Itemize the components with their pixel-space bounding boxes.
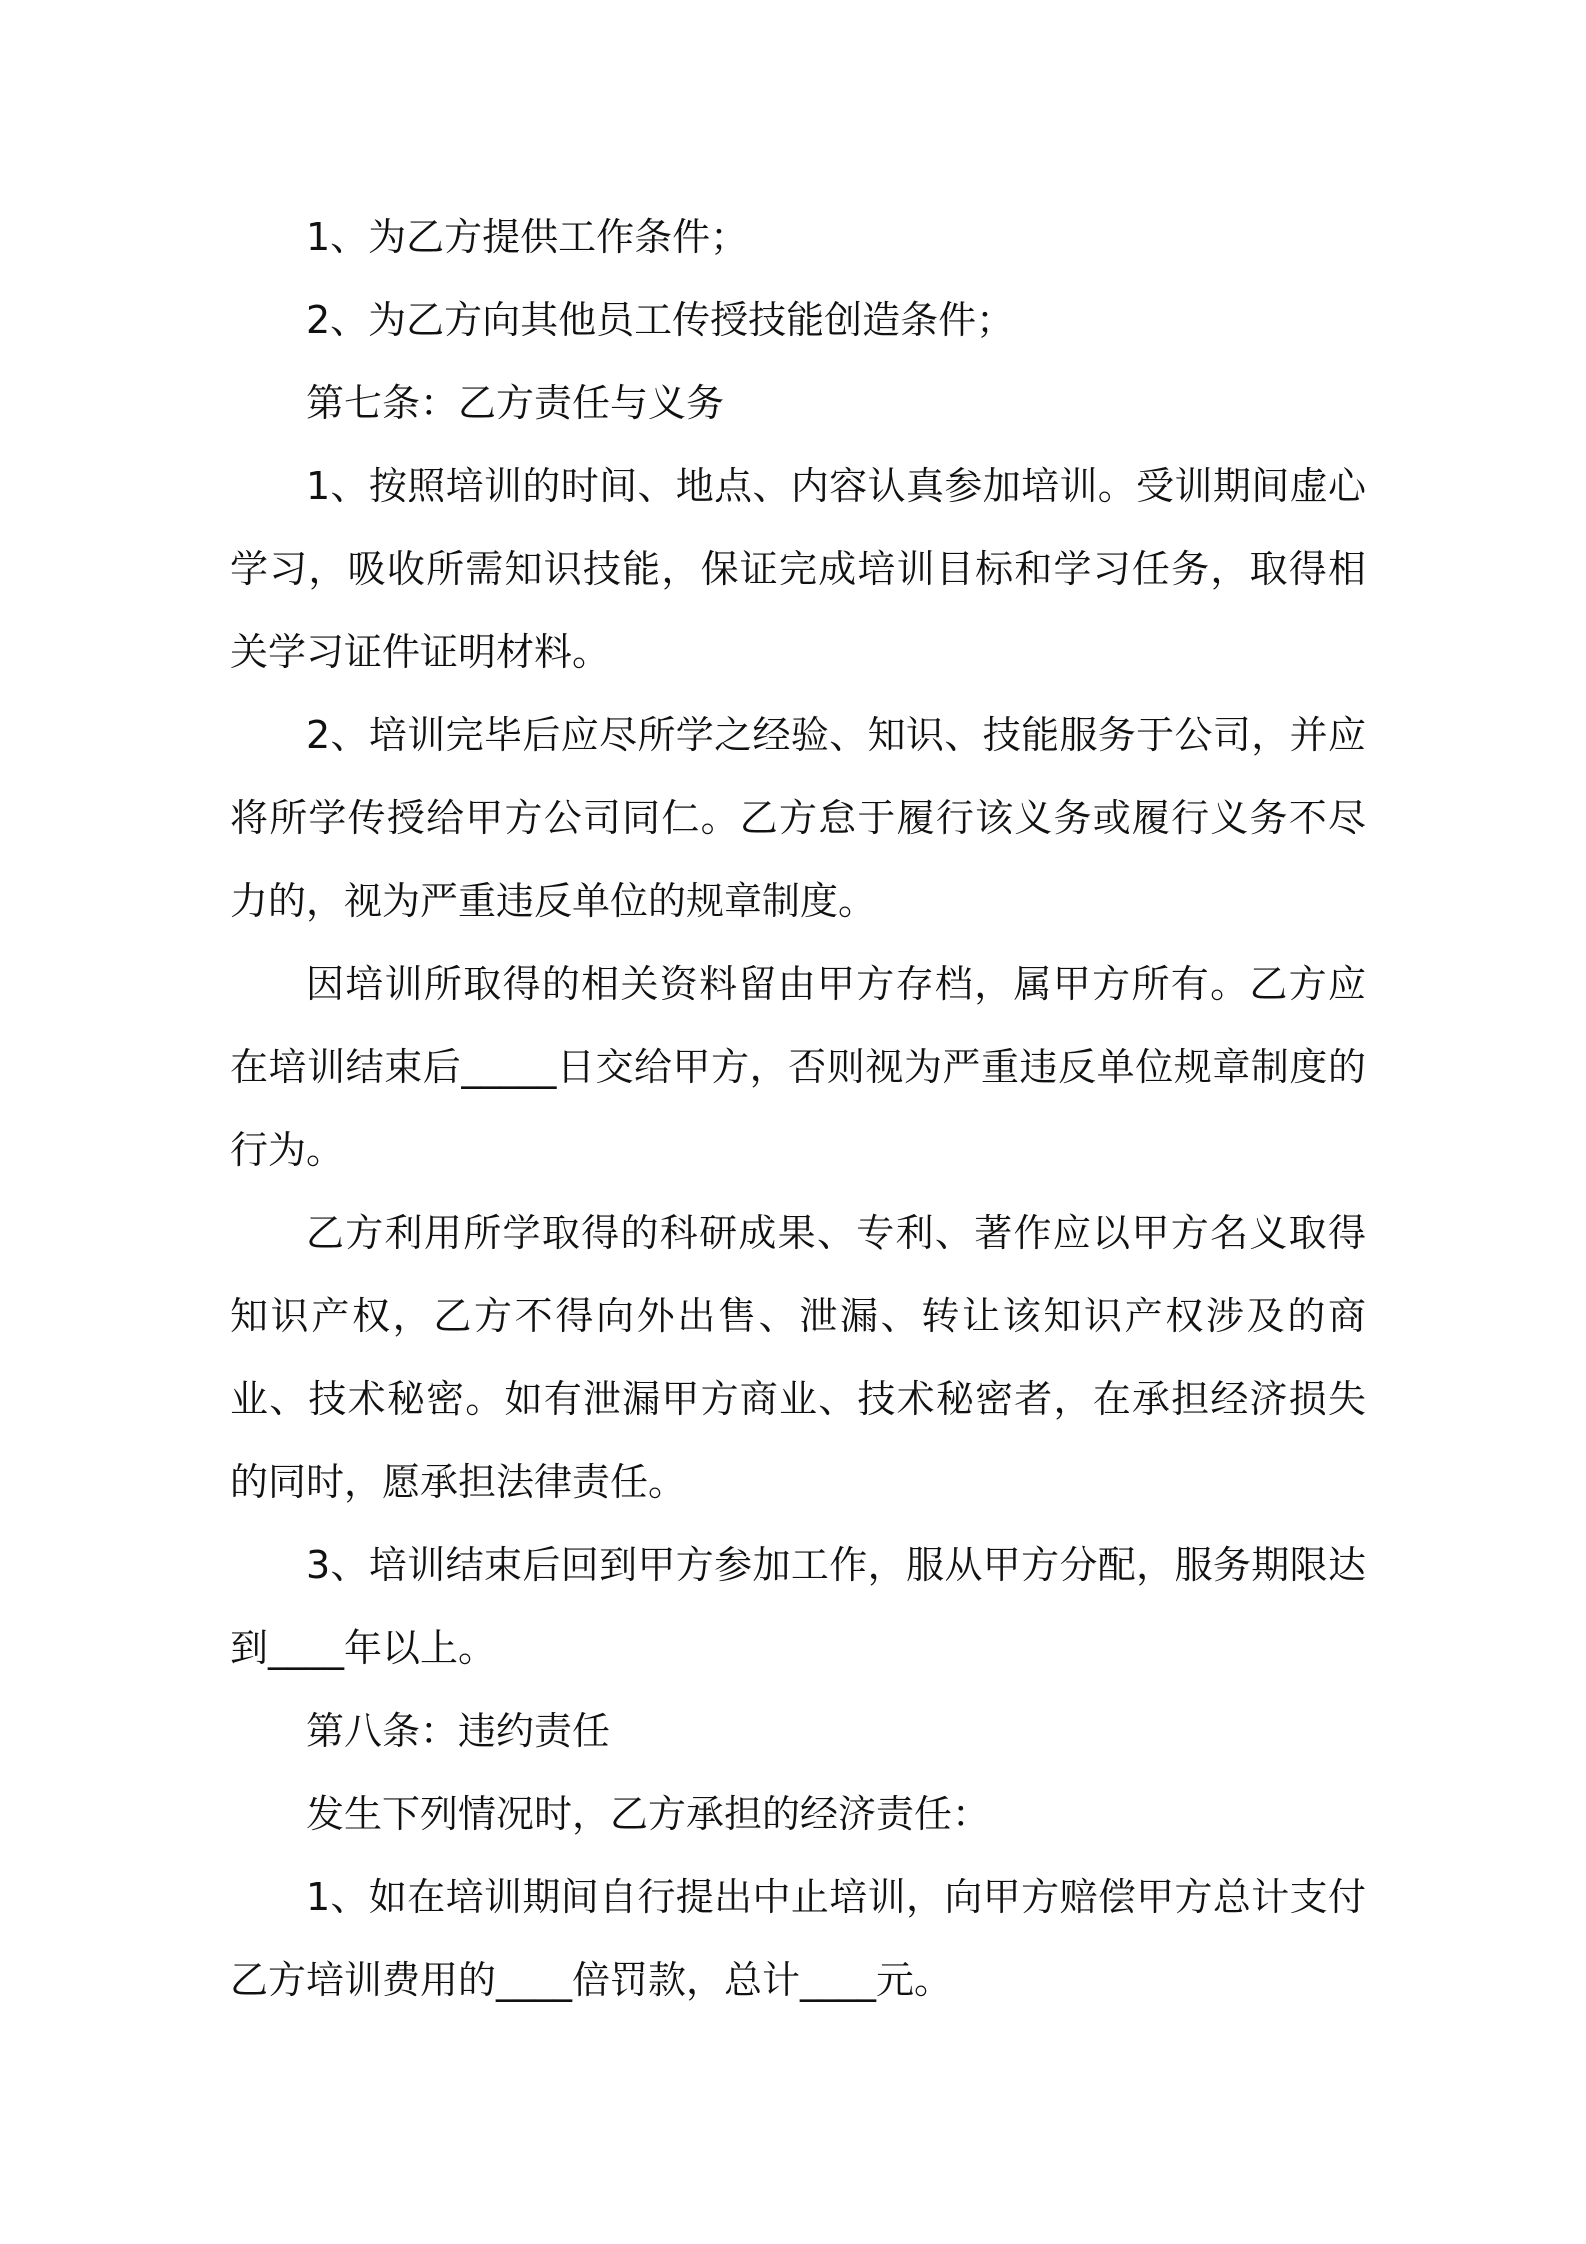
document-body xyxy=(230,196,1366,2022)
section-heading-article-7: 第七条：乙方责任与义务 xyxy=(306,381,725,425)
paragraph-service-period: 3、培训结束后回到甲方参加工作，服从甲方分配，服务期限达到____年以上。 xyxy=(230,1543,1366,1670)
section-heading-article-8: 第八条：违约责任 xyxy=(306,1709,611,1753)
paragraph-skill-transfer-conditions: 2、为乙方向其他员工传授技能创造条件； xyxy=(306,298,1015,342)
paragraph-attend-training: 1、按照培训的时间、地点、内容认真参加培训。受训期间虚心学习，吸收所需知识技能，保证完成培训目标和学习任务，取得相关学习证件证明材料。 xyxy=(230,464,1366,674)
paragraph-training-materials: 因培训所取得的相关资料留由甲方存档，属甲方所有。乙方应在培训结束后_____日交给甲方，否则视为严重违反单位规章制度的行为。 xyxy=(230,962,1366,1172)
paragraph-economic-liability-intro: 发生下列情况时，乙方承担的经济责任： xyxy=(306,1792,991,1836)
paragraph-intellectual-property: 乙方利用所学取得的科研成果、专利、著作应以甲方名义取得知识产权，乙方不得向外出售、泄漏、转让该知识产权涉及的商业、技术秘密。如有泄漏甲方商业、技术秘密者，在承担经济损失的同时，愿承担法律责任。 xyxy=(230,1211,1366,1504)
paragraph-termination-penalty: 1、如在培训期间自行提出中止培训，向甲方赔偿甲方总计支付乙方培训费用的____倍罚款，总计____元。 xyxy=(230,1875,1366,2002)
paragraph-serve-company: 2、培训完毕后应尽所学之经验、知识、技能服务于公司，并应将所学传授给甲方公司同仁。乙方怠于履行该义务或履行义务不尽力的，视为严重违反单位的规章制度。 xyxy=(230,713,1366,923)
paragraph-provide-work-conditions: 1、为乙方提供工作条件； xyxy=(306,215,749,259)
